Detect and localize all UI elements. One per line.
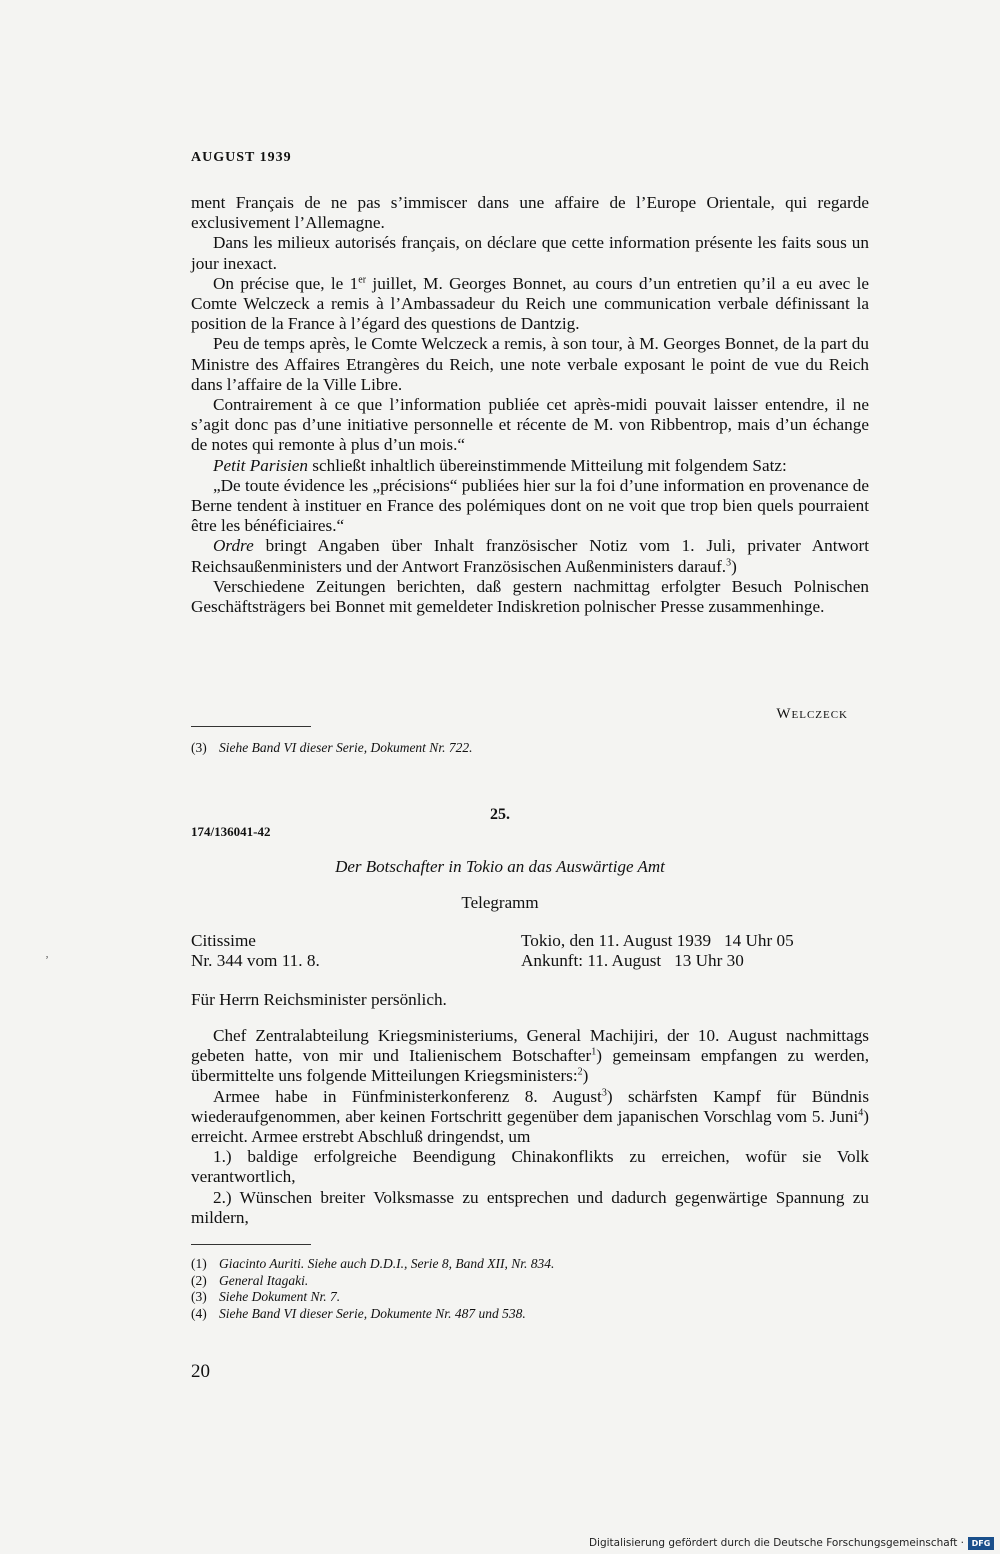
page-number: 20	[191, 1361, 210, 1382]
footnotes	[191, 1256, 554, 1322]
document-subtitle: Telegramm	[461, 893, 539, 912]
footnote: (3) Siehe Dokument Nr. 7.	[191, 1289, 341, 1304]
top-text-block	[191, 193, 869, 617]
funding-credit: Digitalisierung gefördert durch die Deutsche Forschungsgemeinschaft ·	[588, 1537, 964, 1549]
paragraph: Verschiedene Zeitungen berichten, daß gestern nachmittag erfolgter Besuch Polnischen Geschäftsträgers bei Bonnet mit gemeldeter Indiskretion polnischer Presse zusammenhinge.	[191, 576, 869, 617]
paragraph: Peu de temps après, le Comte Welczeck a remis, à son tour, à M. Georges Bonnet, de la part du Ministre des Affaires Etrangères du Reich, une note verbale exposant le point de vue du Reich dans l’affaire de la Ville Libre.	[191, 334, 869, 394]
paragraph: Ordre bringt Angaben über Inhalt französischer Notiz vom 1. Juli, privater Antwort Reichsaußenministers und der Antwort Französischen Außenministers darauf.$^3$)	[191, 536, 869, 576]
paragraph: ment Français de ne pas s’immiscer dans une affaire de l’Europe Orientale, qui regarde exclusivement l’Allemagne.	[191, 193, 869, 233]
telegram-body	[191, 1026, 869, 1228]
footnote-divider	[191, 1244, 311, 1245]
arrival-time: Ankunft: 11. August 13 Uhr 30	[521, 951, 744, 970]
footnote: (2) General Itagaki.	[191, 1272, 309, 1288]
document-number: 25.	[490, 806, 510, 823]
addressee: Für Herrn Reichsminister persönlich.	[191, 990, 447, 1009]
telegram-meta-left	[191, 931, 320, 971]
footnote-divider	[191, 726, 311, 727]
credit-bar	[0, 1532, 1000, 1554]
paragraph: 1.) baldige erfolgreiche Beendigung Chinakonflikts zu erreichen, wofür sie Volk verantwortlich,	[191, 1147, 869, 1187]
paragraph: Petit Parisien schließt inhaltlich übereinstimmende Mitteilung mit folgendem Satz:	[213, 455, 787, 475]
signature: Welczeck	[776, 706, 848, 722]
footnote: (3) Siehe Band VI dieser Serie, Dokument Nr. 722.	[191, 740, 473, 755]
paragraph: Chef Zentralabteilung Kriegsministeriums, General Machijiri, der 10. August nachmittags gebeten hatte, von mir und Italienischem Botschafter$^1$) gemeinsam empfangen zu werden, übermittelte uns folgende Mitteilungen Kriegsministers:$^2$)	[191, 1026, 869, 1086]
scan-mark: ʼ	[45, 953, 49, 967]
quotation: „De toute évidence les „précisions“ publiées hier sur la foi d’une information en provenance de Berne tendent à instituer en France des polémiques dont on ne voit que trop bien quels pourraient être les bénéficiaires.“	[191, 475, 869, 536]
paragraph: Armee habe in Fünfministerkonferenz 8. August$^3$) schärfsten Kampf für Bündnis wiederaufgenommen, aber keinen Fortschritt gegenüber dem japanischen Vorschlag vom 5. Juni$^4$) erreicht. Armee erstrebt Abschluß dringendst, um	[191, 1086, 870, 1147]
document-title: Der Botschafter in Tokio an das Auswärtige Amt	[335, 857, 665, 876]
telegram-number: Nr. 344 vom 11. 8.	[191, 951, 320, 970]
paragraph: Contrairement à ce que l’information publiée cet après-midi pouvait laisser entendre, il ne s’agit donc pas d’une initiative personnelle et récente de M. von Ribbentrop, mais d’un échange de notes qui remonte à plus d’un mois.“	[191, 395, 869, 455]
running-header: AUGUST 1939	[191, 150, 292, 165]
addressee-block	[191, 990, 869, 1010]
paragraph: 2.) Wünschen breiter Volksmasse zu entsprechen und dadurch gegenwärtige Spannung zu mildern,	[191, 1187, 869, 1227]
telegram-meta-right	[521, 931, 794, 971]
footnote: (4) Siehe Band VI dieser Serie, Dokumente Nr. 487 und 538.	[191, 1305, 526, 1321]
file-number: 174/136041-42	[191, 824, 271, 839]
paragraph: On précise que, le 1er juillet, M. Georges Bonnet, au cours d’un entretien qu’il a eu avec le Comte Welczeck a remis à l’Ambassadeur du Reich une communication verbale définissant la position de la France à l’égard des questions de Dantzig.	[191, 273, 869, 334]
paragraph: Dans les milieux autorisés français, on déclare que cette information présente les faits sous un jour inexact.	[191, 233, 869, 273]
footnote: (1) Giacinto Auriti. Siehe auch D.D.I., Serie 8, Band XII, Nr. 834.	[191, 1256, 555, 1271]
dfg-logo: DFG	[968, 1537, 994, 1550]
dispatch-time: Tokio, den 11. August 1939 14 Uhr 05	[521, 931, 794, 950]
priority: Citissime	[191, 931, 256, 950]
